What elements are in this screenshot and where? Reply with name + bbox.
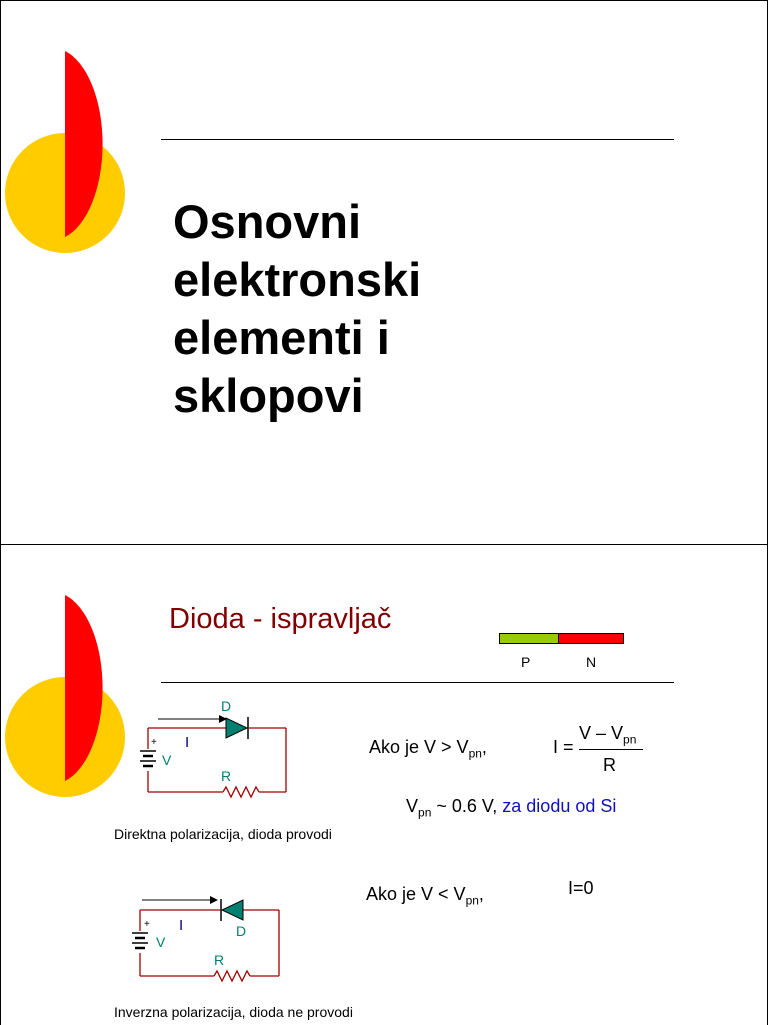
vpn-symbol: V [406, 796, 419, 816]
diode-label: D [221, 698, 232, 714]
title-line-4: sklopovi [173, 369, 364, 422]
plus-label: + [144, 919, 150, 930]
formula-lhs [553, 737, 574, 758]
formula-denominator: R [603, 755, 616, 775]
reverse-condition-sub: pn [465, 893, 479, 908]
formula-equals: = [563, 737, 574, 757]
vpn-sub: pn [418, 805, 432, 820]
current-label: I [179, 917, 184, 934]
formula-num-sub: pn [623, 732, 637, 747]
diode-label: D [236, 923, 247, 939]
battery-symbol [140, 751, 156, 766]
forward-condition-sub: pn [468, 746, 482, 761]
reverse-result: I=0 [568, 878, 594, 898]
battery-symbol [132, 933, 148, 948]
forward-condition-suffix: , [481, 737, 487, 757]
voltage-label: V [162, 752, 172, 768]
voltage-label: V [156, 934, 166, 950]
title-line-3: elementi i [173, 311, 390, 364]
resistor-symbol [223, 787, 259, 797]
plus-label: + [151, 737, 157, 748]
resistor-label: R [214, 952, 225, 968]
p-region-bar [499, 633, 559, 644]
reverse-caption: Inverzna polarizacija, dioda ne provodi [114, 1004, 353, 1020]
current-arrow [158, 715, 227, 723]
reverse-condition [366, 884, 484, 908]
forward-caption: Direktna polarizacija, dioda provodi [114, 826, 332, 842]
formula-current: I [553, 737, 559, 757]
current-arrow [142, 896, 218, 904]
formula-numerator [579, 723, 636, 747]
slide-title: Dioda - ispravljač [169, 603, 392, 635]
title-rule [161, 139, 674, 140]
title-line-1: Osnovni [173, 195, 362, 248]
slide-2 [0, 544, 768, 1025]
fraction-bar [579, 749, 643, 750]
title-rule [161, 682, 674, 683]
resistor-symbol [214, 971, 250, 981]
n-label: N [586, 654, 597, 670]
diode-symbol [221, 899, 243, 921]
decorative-circles [1, 1, 141, 301]
n-region-bar [558, 633, 624, 644]
vpn-value: ~ 0.6 V, [431, 796, 503, 816]
p-label: P [521, 654, 531, 670]
formula-num-text: V – V [579, 723, 624, 743]
forward-bias-circuit [131, 695, 301, 805]
diode-symbol [226, 717, 248, 739]
reverse-condition-suffix: , [478, 884, 484, 904]
reverse-bias-circuit [126, 890, 296, 1000]
vpn-note [406, 796, 616, 820]
forward-condition [369, 737, 487, 761]
slide-title [173, 193, 421, 425]
current-label: I [185, 734, 190, 751]
resistor-label: R [221, 768, 232, 784]
decorative-circles [1, 545, 141, 845]
vpn-material-note: za diodu od Si [502, 796, 617, 816]
forward-condition-text: Ako je V > V [369, 737, 469, 757]
title-line-2: elektronski [173, 253, 422, 306]
reverse-condition-text: Ako je V < V [366, 884, 466, 904]
